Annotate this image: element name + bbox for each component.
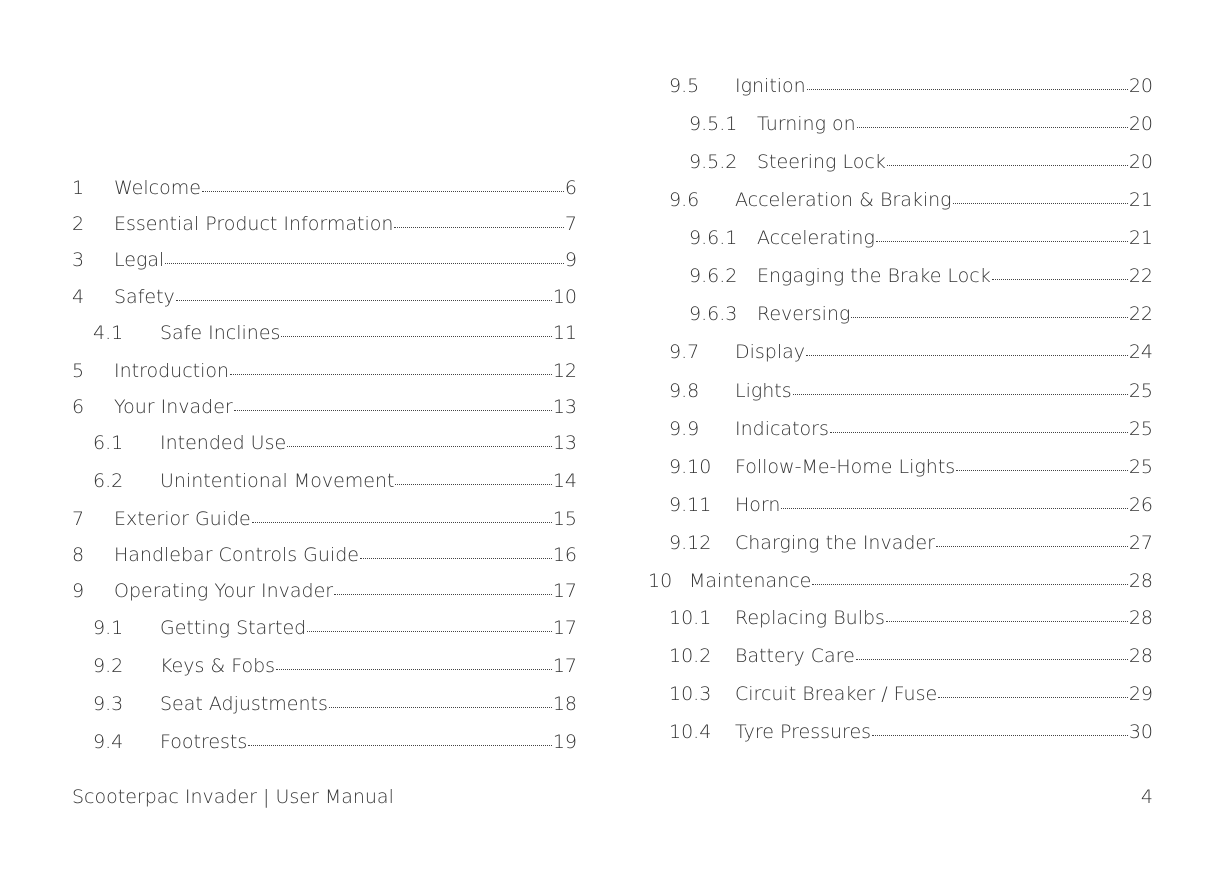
toc-entry-title: Follow-Me-Home Lights [735, 456, 956, 478]
toc-entry [72, 359, 577, 383]
toc-entry-number: 10.2 [669, 645, 712, 667]
toc-entry-page: 13 [552, 432, 577, 454]
toc-entry [93, 469, 577, 493]
toc-entry-page: 22 [1128, 303, 1153, 325]
toc-dot-leader [287, 445, 552, 447]
toc-entry-title: Safety [114, 286, 175, 308]
toc-entry-number: 9.1 [93, 617, 124, 639]
toc-entry-title: Horn [735, 494, 781, 516]
toc-entry [669, 340, 1153, 364]
toc-entry-page: 25 [1128, 418, 1153, 440]
toc-entry-title: Battery Care [735, 645, 855, 667]
toc-entry-title: Circuit Breaker / Fuse [735, 683, 938, 705]
toc-entry-page: 21 [1128, 227, 1153, 249]
toc-entry-title: Indicators [735, 418, 829, 440]
toc-entry-number: 4 [72, 286, 85, 308]
toc-dot-leader [165, 262, 564, 264]
page-number: 4 [1140, 786, 1153, 808]
toc-entry-number: 1 [72, 177, 85, 199]
toc-entry [93, 654, 577, 678]
toc-dot-leader [781, 507, 1127, 509]
toc-entry-title: Turning on [757, 113, 856, 135]
toc-dot-leader [334, 593, 552, 595]
toc-entry-page: 17 [552, 655, 577, 677]
toc-entry-title: Maintenance [689, 570, 812, 592]
toc-dot-leader [936, 545, 1128, 547]
toc-dot-leader [857, 126, 1128, 128]
toc-entry [72, 543, 577, 567]
toc-entry-number: 9.7 [669, 341, 700, 363]
toc-entry-title: Footrests [160, 731, 248, 753]
toc-entry-number: 9.10 [669, 456, 712, 478]
toc-dot-leader [876, 240, 1128, 242]
toc-entry-page: 20 [1128, 75, 1153, 97]
toc-entry-number: 7 [72, 508, 85, 530]
toc-entry-page: 10 [552, 286, 577, 308]
toc-dot-leader [953, 202, 1128, 204]
toc-entry [648, 569, 1153, 593]
toc-entry-number: 9.3 [93, 693, 124, 715]
toc-dot-leader [851, 316, 1127, 318]
toc-entry [72, 395, 577, 419]
toc-entry-title: Engaging the Brake Lock [757, 265, 991, 287]
toc-entry-number: 6 [72, 396, 85, 418]
toc-dot-leader [176, 299, 552, 301]
toc-entry-page: 11 [552, 322, 577, 344]
toc-entry-number: 8 [72, 544, 85, 566]
toc-dot-leader [856, 658, 1128, 660]
toc-entry-title: Lights [735, 380, 792, 402]
toc-entry-number: 9.4 [93, 731, 124, 753]
toc-entry-page: 30 [1128, 721, 1153, 743]
toc-entry-page: 17 [552, 580, 577, 602]
toc-entry-page: 29 [1128, 683, 1153, 705]
toc-dot-leader [252, 521, 552, 523]
toc-entry [689, 150, 1153, 174]
toc-entry [669, 455, 1153, 479]
toc-entry-page: 7 [564, 213, 577, 235]
toc-entry-title: Exterior Guide [114, 508, 251, 530]
toc-dot-leader [248, 744, 552, 746]
toc-entry [689, 302, 1153, 326]
toc-entry-title: Introduction [114, 360, 230, 382]
toc-dot-leader [872, 734, 1128, 736]
toc-entry [72, 579, 577, 603]
toc-entry-number: 4.1 [93, 322, 124, 344]
toc-entry [72, 212, 577, 236]
toc-dot-leader [394, 226, 564, 228]
toc-entry [93, 692, 577, 716]
toc-entry-number: 3 [72, 249, 85, 271]
toc-entry [93, 730, 577, 754]
toc-entry [669, 644, 1153, 668]
toc-entry-number: 9.12 [669, 532, 712, 554]
toc-entry-page: 15 [552, 508, 577, 530]
toc-entry-number: 9 [72, 580, 85, 602]
toc-entry [689, 264, 1153, 288]
toc-entry [669, 379, 1153, 403]
toc-entry [93, 431, 577, 455]
toc-entry-number: 10 [648, 570, 673, 592]
toc-dot-leader [202, 190, 564, 192]
toc-dot-leader [281, 335, 551, 337]
toc-dot-leader [992, 278, 1128, 280]
toc-dot-leader [938, 696, 1128, 698]
toc-entry-title: Tyre Pressures [735, 721, 872, 743]
toc-entry-page: 28 [1128, 607, 1153, 629]
toc-entry-title: Acceleration & Braking [735, 189, 952, 211]
toc-entry-number: 9.9 [669, 418, 700, 440]
toc-entry-number: 9.8 [669, 380, 700, 402]
toc-entry-title: Safe Inclines [160, 322, 281, 344]
toc-dot-leader [887, 164, 1128, 166]
toc-dot-leader [329, 706, 552, 708]
toc-entry-title: Display [735, 341, 806, 363]
toc-entry-title: Steering Lock [757, 151, 886, 173]
toc-entry [72, 248, 577, 272]
toc-entry-page: 20 [1128, 113, 1153, 135]
toc-entry-page: 28 [1128, 570, 1153, 592]
toc-dot-leader [360, 557, 552, 559]
toc-entry-page: 22 [1128, 265, 1153, 287]
toc-entry [669, 720, 1153, 744]
toc-entry [689, 112, 1153, 136]
toc-entry-number: 9.11 [669, 494, 712, 516]
toc-entry-title: Accelerating [757, 227, 875, 249]
toc-dot-leader [886, 620, 1128, 622]
toc-entry-title: Essential Product Information [114, 213, 394, 235]
toc-entry-page: 9 [564, 249, 577, 271]
toc-entry-title: Operating Your Invader [114, 580, 334, 602]
toc-entry [93, 616, 577, 640]
toc-entry-number: 9.5.1 [689, 113, 738, 135]
toc-entry-page: 24 [1128, 341, 1153, 363]
toc-entry-number: 10.3 [669, 683, 712, 705]
toc-entry-title: Ignition [735, 75, 806, 97]
toc-entry [669, 606, 1153, 630]
toc-entry-page: 19 [552, 731, 577, 753]
toc-entry [93, 321, 577, 345]
toc-dot-leader [807, 88, 1128, 90]
toc-entry-page: 25 [1128, 380, 1153, 402]
toc-entry-title: Charging the Invader [735, 532, 935, 554]
toc-entry-page: 18 [552, 693, 577, 715]
toc-entry-number: 9.2 [93, 655, 124, 677]
toc-entry-page: 28 [1128, 645, 1153, 667]
toc-entry [669, 74, 1153, 98]
toc-entry-number: 9.6 [669, 189, 700, 211]
toc-dot-leader [806, 354, 1128, 356]
toc-entry-page: 25 [1128, 456, 1153, 478]
toc-entry-number: 6.1 [93, 432, 124, 454]
toc-entry-title: Intended Use [160, 432, 287, 454]
toc-entry [72, 176, 577, 200]
toc-dot-leader [793, 393, 1128, 395]
toc-dot-leader [276, 668, 552, 670]
toc-dot-leader [812, 583, 1127, 585]
toc-entry-number: 6.2 [93, 470, 124, 492]
toc-entry-title: Getting Started [160, 617, 307, 639]
toc-dot-leader [830, 431, 1128, 433]
toc-entry [689, 226, 1153, 250]
toc-entry-title: Reversing [757, 303, 851, 325]
toc-entry-number: 9.5 [669, 75, 700, 97]
toc-entry-number: 10.1 [669, 607, 712, 629]
toc-entry-title: Your Invader [114, 396, 233, 418]
toc-entry-title: Seat Adjustments [160, 693, 328, 715]
toc-entry-page: 21 [1128, 189, 1153, 211]
toc-entry-page: 12 [552, 360, 577, 382]
toc-dot-leader [395, 483, 551, 485]
toc-entry-title: Unintentional Movement [160, 470, 395, 492]
toc-entry-title: Keys & Fobs [160, 655, 276, 677]
toc-entry [72, 507, 577, 531]
toc-entry-page: 16 [552, 544, 577, 566]
toc-entry-number: 9.6.2 [689, 265, 738, 287]
toc-entry [669, 493, 1153, 517]
toc-entry-page: 6 [564, 177, 577, 199]
toc-entry-number: 9.6.3 [689, 303, 738, 325]
toc-entry-page: 13 [552, 396, 577, 418]
toc-entry-number: 2 [72, 213, 85, 235]
toc-entry-title: Handlebar Controls Guide [114, 544, 359, 566]
toc-entry-number: 5 [72, 360, 85, 382]
toc-entry [72, 285, 577, 309]
toc-entry [669, 188, 1153, 212]
toc-entry-page: 17 [552, 617, 577, 639]
toc-entry-number: 9.5.2 [689, 151, 738, 173]
toc-dot-leader [234, 409, 552, 411]
toc-dot-leader [307, 630, 552, 632]
toc-entry-number: 10.4 [669, 721, 712, 743]
toc-entry-page: 26 [1128, 494, 1153, 516]
toc-entry-page: 20 [1128, 151, 1153, 173]
toc-entry-title: Welcome [114, 177, 201, 199]
toc-entry-page: 27 [1128, 532, 1153, 554]
footer-title: Scooterpac Invader | User Manual [72, 786, 394, 808]
toc-dot-leader [956, 469, 1128, 471]
toc-entry [669, 682, 1153, 706]
toc-dot-leader [230, 373, 552, 375]
toc-entry [669, 531, 1153, 555]
toc-entry-title: Legal [114, 249, 165, 271]
toc-entry-page: 14 [552, 470, 577, 492]
toc-entry-title: Replacing Bulbs [735, 607, 885, 629]
toc-entry-number: 9.6.1 [689, 227, 738, 249]
toc-entry [669, 417, 1153, 441]
